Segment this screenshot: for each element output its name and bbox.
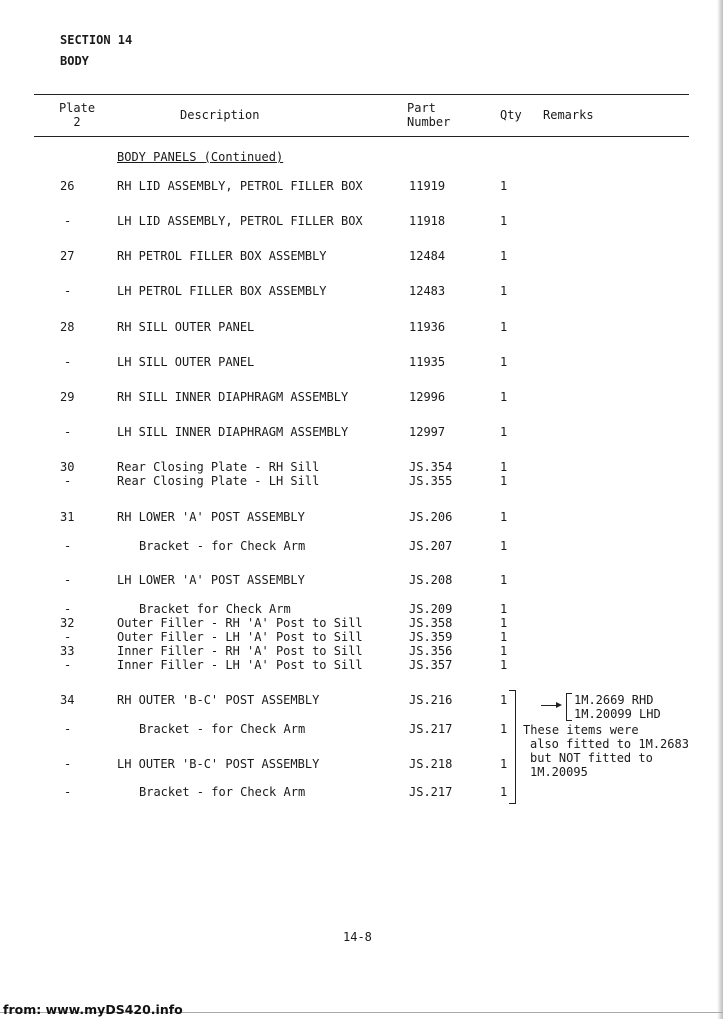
remarks-note-line-3: but NOT fitted to [530,751,653,765]
part-number-cell: JS.217 [409,722,453,736]
part-number-cell: JS.355 [409,474,453,488]
group-title: BODY PANELS (Continued) [117,150,284,164]
qty-cell: 1 [500,249,508,263]
plate-cell: 27 [60,249,75,263]
part-number-cell: 11936 [409,320,446,334]
plate-cell: - [64,757,72,771]
description-cell: Bracket - for Check Arm [139,785,306,799]
description-cell: Bracket - for Check Arm [139,722,306,736]
description-cell: LH SILL OUTER PANEL [117,355,255,369]
description-cell: Inner Filler - RH 'A' Post to Sill [117,644,363,658]
section-title: SECTION 14 [60,33,133,47]
plate-cell: - [64,425,72,439]
plate-cell: 31 [60,510,75,524]
part-number-cell: JS.217 [409,785,453,799]
qty-cell: 1 [500,355,508,369]
description-cell: RH SILL INNER DIAPHRAGM ASSEMBLY [117,390,349,404]
description-cell: LH SILL INNER DIAPHRAGM ASSEMBLY [117,425,349,439]
remarks-arrow [541,705,557,706]
qty-cell: 1 [500,602,508,616]
remarks-group-bracket [509,690,516,804]
source-credit: from: www.myDS420.info [3,1002,183,1017]
part-number-cell: 11935 [409,355,446,369]
plate-cell: 34 [60,693,75,707]
qty-cell: 1 [500,644,508,658]
qty-cell: 1 [500,785,508,799]
description-cell: Bracket for Check Arm [139,602,291,616]
plate-cell: - [64,658,72,672]
part-number-cell: JS.358 [409,616,453,630]
remarks-note-line-4: 1M.20095 [530,765,588,779]
description-cell: Bracket - for Check Arm [139,539,306,553]
plate-cell: 30 [60,460,75,474]
column-header-remarks: Remarks [543,108,594,122]
column-header-part-number: Part Number [407,101,451,129]
qty-cell: 1 [500,510,508,524]
remarks-chassis-bracket [566,693,572,721]
description-cell: Outer Filler - LH 'A' Post to Sill [117,630,363,644]
column-header-plate: Plate 2 [58,101,96,129]
plate-cell: - [64,355,72,369]
description-cell: RH PETROL FILLER BOX ASSEMBLY [117,249,327,263]
qty-cell: 1 [500,460,508,474]
remarks-arrowhead-icon [556,702,562,708]
qty-cell: 1 [500,693,508,707]
description-cell: LH OUTER 'B-C' POST ASSEMBLY [117,757,320,771]
description-cell: RH SILL OUTER PANEL [117,320,255,334]
remarks-note-line-2: also fitted to 1M.2683 [530,737,689,751]
qty-cell: 1 [500,284,508,298]
page-edge-shadow [717,0,723,1019]
qty-cell: 1 [500,722,508,736]
part-number-cell: 12997 [409,425,446,439]
plate-cell: - [64,573,72,587]
description-cell: Outer Filler - RH 'A' Post to Sill [117,616,363,630]
qty-cell: 1 [500,320,508,334]
remarks-fitted-rhd: 1M.2669 RHD [574,693,654,707]
qty-cell: 1 [500,425,508,439]
part-number-cell: JS.356 [409,644,453,658]
part-number-cell: JS.208 [409,573,453,587]
remarks-fitted-lhd: 1M.20099 LHD [574,707,661,721]
description-cell: RH OUTER 'B-C' POST ASSEMBLY [117,693,320,707]
plate-cell: 33 [60,644,75,658]
part-number-cell: 11918 [409,214,446,228]
description-cell: LH LOWER 'A' POST ASSEMBLY [117,573,305,587]
header-rule-top [34,94,689,95]
part-number-cell: JS.359 [409,630,453,644]
plate-cell: 32 [60,616,75,630]
qty-cell: 1 [500,214,508,228]
description-cell: RH LID ASSEMBLY, PETROL FILLER BOX [117,179,363,193]
description-cell: Rear Closing Plate - RH Sill [117,460,320,474]
plate-cell: - [64,722,72,736]
plate-cell: 26 [60,179,75,193]
plate-cell: - [64,630,72,644]
qty-cell: 1 [500,179,508,193]
qty-cell: 1 [500,630,508,644]
part-number-cell: JS.216 [409,693,453,707]
page-number: 14-8 [343,930,372,944]
qty-cell: 1 [500,616,508,630]
column-header-description: Description [180,108,260,122]
part-number-cell: JS.357 [409,658,453,672]
plate-cell: - [64,214,72,228]
plate-cell: - [64,474,72,488]
description-cell: LH PETROL FILLER BOX ASSEMBLY [117,284,327,298]
description-cell: RH LOWER 'A' POST ASSEMBLY [117,510,305,524]
part-number-cell: 12483 [409,284,446,298]
plate-cell: 29 [60,390,75,404]
plate-cell: - [64,539,72,553]
plate-cell: - [64,785,72,799]
part-number-cell: JS.207 [409,539,453,553]
qty-cell: 1 [500,658,508,672]
column-header-qty: Qty [500,108,522,122]
description-cell: Rear Closing Plate - LH Sill [117,474,320,488]
plate-cell: - [64,602,72,616]
qty-cell: 1 [500,573,508,587]
part-number-cell: 11919 [409,179,446,193]
part-number-cell: JS.218 [409,757,453,771]
part-number-cell: JS.209 [409,602,453,616]
section-subtitle: BODY [60,54,89,68]
qty-cell: 1 [500,757,508,771]
remarks-note-line-1: These items were [523,723,639,737]
part-number-cell: 12484 [409,249,446,263]
part-number-cell: JS.206 [409,510,453,524]
qty-cell: 1 [500,474,508,488]
plate-cell: 28 [60,320,75,334]
part-number-cell: JS.354 [409,460,453,474]
qty-cell: 1 [500,390,508,404]
header-rule-bottom [34,136,689,137]
part-number-cell: 12996 [409,390,446,404]
qty-cell: 1 [500,539,508,553]
description-cell: LH LID ASSEMBLY, PETROL FILLER BOX [117,214,363,228]
plate-cell: - [64,284,72,298]
description-cell: Inner Filler - LH 'A' Post to Sill [117,658,363,672]
